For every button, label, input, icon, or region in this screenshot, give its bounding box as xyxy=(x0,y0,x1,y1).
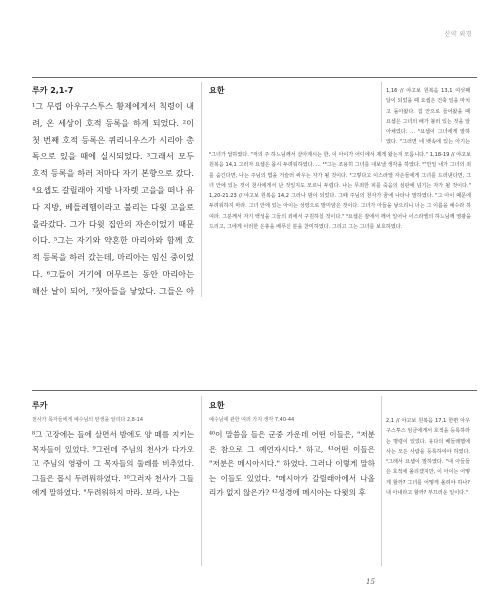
section-heading-luke-top: 루카 2,1-7 xyxy=(32,86,74,95)
column-divider-top-left xyxy=(201,82,202,297)
page-number: 15 xyxy=(366,578,375,586)
john-7-40-44-subheading: 예수님에 관한 여러 가지 생각 7,40-44 xyxy=(209,417,295,423)
luke-2-8-14-subheading: 천사가 목자들에게 예수님의 탄생을 알리다 2,8-14 xyxy=(32,417,144,423)
middle-rule xyxy=(32,390,477,391)
column-divider-top-right xyxy=(381,82,382,142)
luke-2-8-14-text: ⁸그 고장에는 들에 살면서 밤에도 양 떼를 지키는 목자들이 있었다. ⁹그런데 주님의 천사가 다가오고 주님의 영광이 그 목자들의 둘레를 비추었다. 그들은 몹시 두려워하였다. ¹⁰그러자 천사가 그들에게 말하였다. "두려워하지 마라. 보라, 나는 xyxy=(32,430,194,498)
section-heading-john-top: 요한 xyxy=(209,86,225,95)
column-divider-bottom-left xyxy=(201,396,202,566)
james-14-text: ⁶그녀가 답하였다. "저의 주 하느님께서 살아계시는 한, 이 아이가 어디에서 제게 왔는지 모릅니다." 1,18-19 // 야고보 원복음 14,1 그러자 요셉은 몹시 두려워하였다. … ¹⁸그는 조용히 그녀를 내보낼 생각을 하였다. ²"만일 내가 그녀의 죄를 숨긴다면, 나는 주님의 법을 거슬러 싸우는 자가 될 것이다. ³그렇다고 이스라엘 자손들에게 그녀를 드러낸다면, 그녀 안에 있는 것이 천사에게서 난 것일지도 모르니 두렵다. 나는 무죄한 피를 죽음의 심판에 넘기는 자가 될 것이다." 1,20-21.23 // 야고보 원복음 14,2 그러나 밤이 되었다. 그때 주님의 천사가 꿈에 나타나 말하였다. "그 아이 때문에 두려워하지 마라. 그녀 안에 있는 아이는 성령으로 말미암은 것이다. 그녀가 아들을 낳으리니 너는 그 이름을 예수라 하여라. 그분께서 자기 백성을 그들의 죄에서 구원하실 것이다." ³요셉은 잠에서 깨어 일어나 이스라엘의 하느님께 영광을 드리고, 그에게 이러한 은총을 베푸신 분을 찬미하였다. 그리고 그는 그녀를 보호하였다. xyxy=(209,152,471,231)
john-7-40-44-text: ⁴⁰이 말씀을 들은 군중 가운데 어떤 이들은, "저분은 참으로 그 예언자시다." 하고, ⁴¹어떤 이들은 "저분은 메시아시다." 하였다. 그러나 이렇게 말하는 이들도 있었다. "메시아가 갈릴래아에서 나올 리가 없지 않은가? ⁴²성경에 메시아는 다윗의 후 xyxy=(209,430,375,498)
column-divider-bottom-right xyxy=(381,396,382,566)
top-rule xyxy=(32,77,477,78)
james-13-1-intro: 1,16 // 야고보 원복음 13,1 여섯째 달이 되었을 때 요셉은 건축 일을 마치고 돌아왔다. 집 안으로 들어왔을 때 요셉은 그녀의 배가 불러 있는 것을 알아채었다. … ⁵요셉이 그녀에게 말하였다. "그러면 네 뱃속에 있는 아기는 xyxy=(386,88,470,146)
james-17-1-text: 2,1 // 야고보 원복음 17,1 한편 아우구스투스 임금에게서 호적을 등록하라는 명령이 있었다. 유다의 베들레헴에 사는 모든 사람을 등록하여야 하였다. ²그래서 요셉이 말하였다. "내 아들들은 호적에 올리겠지만, 이 아이는 어떻게 할까? 그녀를 어떻게 올려야 하나? 내 아내라고 할까? 부끄러운 일이다." xyxy=(386,418,470,497)
running-head: 신약 외경 xyxy=(444,31,472,38)
section-heading-john-bottom: 요한 xyxy=(209,401,225,410)
luke-2-1-7-text: ¹그 무렵 아우구스투스 황제에게서 칙령이 내려, 온 세상이 호적 등록을 하게 되었다. ²이 첫 번째 호적 등록은 퀴리니우스가 시리아 총독으로 있을 때에 실시되었다. ³그래서 모두 호적 등록을 하러 저마다 자기 본향으로 갔다. ⁴요셉도 갈릴래아 지방 나자렛 고을을 떠나 유다 지방, 베들레헴이라고 불리는 다윗 고을로 올라갔다. 그가 다윗 집안의 자손이었기 때문이다. ⁵그는 자기와 약혼한 마리아와 함께 호적 등록을 하러 갔는데, 마리아는 임신 중이었다. ⁶그들이 거기에 머무르는 동안 마리아는 해산 날이 되어, ⁷첫아들을 낳았다. 그들은 아 xyxy=(32,101,194,296)
section-heading-luke-bottom: 루카 xyxy=(32,401,48,410)
